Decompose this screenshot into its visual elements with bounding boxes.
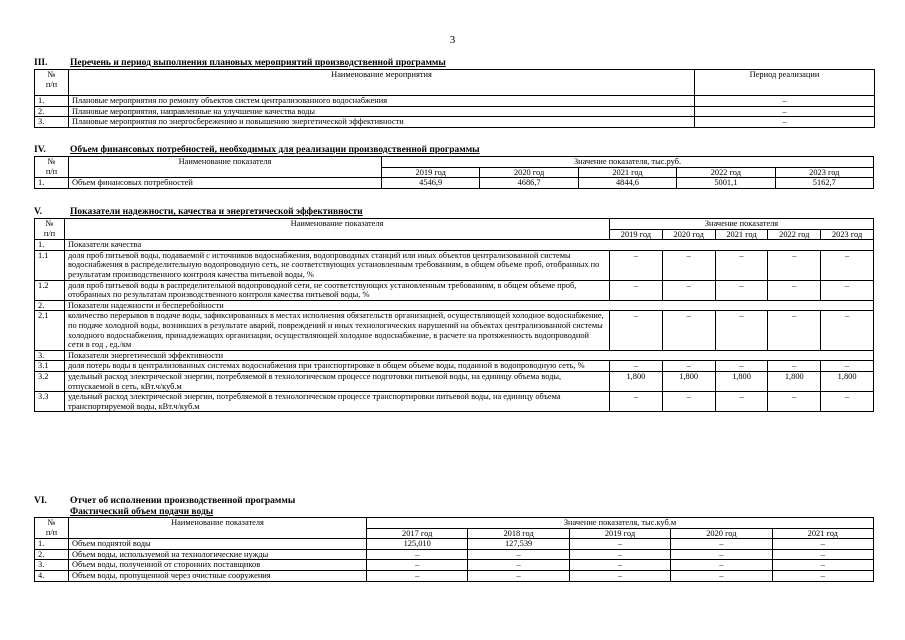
row-period: – — [695, 96, 875, 107]
table-row — [35, 560, 874, 571]
row-name: Плановые мероприятия, направленные на улучшение качества воды — [69, 106, 695, 117]
header-name: Наименование показателя — [69, 518, 367, 539]
section-number: VI. — [34, 496, 47, 506]
year-header: 2022 год — [677, 167, 775, 178]
section-heading: Перечень и период выполнения плановых мероприятий производственной программы — [70, 58, 446, 68]
group-name: Показатели надежности и бесперебойности — [65, 300, 874, 311]
row-no: 3.2 — [35, 371, 65, 391]
row-value: – — [610, 361, 663, 372]
table-row — [35, 250, 874, 280]
row-no: 1. — [35, 178, 69, 189]
row-name: Плановые мероприятия по энергосбережению и повышению энергетической эффективности — [69, 117, 695, 128]
row-no: 1. — [35, 240, 65, 251]
row-name: Объем воды, используемой на технологические нужды — [69, 549, 367, 560]
row-value: – — [715, 250, 768, 280]
row-value: – — [715, 311, 768, 350]
table-row — [35, 178, 874, 189]
section-6 — [34, 496, 874, 582]
row-value: – — [772, 560, 873, 571]
row-name: Объем поднятой воды — [69, 539, 367, 550]
row-name: Объем воды, пропущенной через очистные сооружения — [69, 570, 367, 581]
row-value: – — [662, 280, 715, 300]
row-value: – — [768, 250, 821, 280]
row-value: 1,800 — [662, 371, 715, 391]
row-value: – — [468, 560, 569, 571]
row-no: 3. — [35, 117, 69, 128]
table-header-row — [35, 70, 875, 96]
row-value: – — [768, 280, 821, 300]
row-value: 125,010 — [367, 539, 468, 550]
row-value: 1,800 — [715, 371, 768, 391]
section-heading: Показатели надежности, качества и энергетической эффективности — [70, 207, 363, 217]
section-heading: Объем финансовых потребностей, необходимых для реализации производственной программы — [70, 145, 480, 155]
table-row — [35, 570, 874, 581]
year-header: 2021 год — [578, 167, 676, 178]
section-5-title — [34, 207, 874, 218]
row-value: – — [610, 250, 663, 280]
row-value: – — [772, 539, 873, 550]
row-value: 4844,6 — [578, 178, 676, 189]
row-value: – — [569, 570, 670, 581]
row-value: – — [367, 570, 468, 581]
group-name: Показатели качества — [65, 240, 874, 251]
table-row — [35, 117, 875, 128]
year-header: 2018 год — [468, 528, 569, 539]
row-value: 1,800 — [821, 371, 874, 391]
row-value: – — [671, 549, 772, 560]
subtitle-text: Фактический объем подачи воды — [70, 507, 214, 517]
row-value: – — [569, 560, 670, 571]
row-value: – — [671, 539, 772, 550]
header-no: № п/п — [35, 219, 65, 240]
year-header: 2023 год — [775, 167, 873, 178]
table-row — [35, 361, 874, 372]
row-no: 3. — [35, 560, 69, 571]
section-subtitle — [34, 507, 874, 517]
row-value: – — [662, 361, 715, 372]
row-value: – — [367, 549, 468, 560]
row-value: 5001,1 — [677, 178, 775, 189]
table-row — [35, 392, 874, 412]
table-header-row — [35, 219, 874, 230]
row-value: – — [715, 361, 768, 372]
row-value: 4686,7 — [480, 178, 578, 189]
row-name: Объем финансовых потребностей — [69, 178, 382, 189]
row-value: 5162,7 — [775, 178, 873, 189]
row-value: – — [367, 560, 468, 571]
row-value: – — [662, 311, 715, 350]
row-no: 3. — [35, 350, 65, 361]
table-row — [35, 371, 874, 391]
group-row — [35, 240, 874, 251]
row-value: – — [821, 311, 874, 350]
row-value: – — [569, 539, 670, 550]
row-no: 2. — [35, 300, 65, 311]
row-no: 4. — [35, 570, 69, 581]
row-no: 2.1 — [35, 311, 65, 350]
row-value: – — [671, 560, 772, 571]
row-value: – — [821, 250, 874, 280]
table-row — [35, 311, 874, 350]
section-3 — [34, 58, 874, 128]
section-number: IV. — [34, 145, 46, 155]
row-value: – — [772, 570, 873, 581]
section-4 — [34, 145, 874, 189]
row-name: доля потерь воды в централизованных системах водоснабжения при транспортировке в общем объеме воды, поданной в водопроводную сеть, % — [65, 361, 610, 372]
row-name: доля проб питьевой воды, подаваемой с источников водоснабжения, водопроводных станций или иных объектов централизованной системы водоснабжения в распределительную водопроводную сеть, не соответствующих установленным требованиям, в общем объеме проб, отобранных по результатам производственного контроля качества питьевой воды, % — [65, 250, 610, 280]
row-no: 1.1 — [35, 250, 65, 280]
row-no: 2. — [35, 549, 69, 560]
section-6-title — [34, 496, 874, 507]
row-value: – — [662, 392, 715, 412]
row-no: 1. — [35, 96, 69, 107]
header-no: № п/п — [35, 70, 69, 96]
row-no: 3.1 — [35, 361, 65, 372]
section-3-title — [34, 58, 874, 69]
group-row — [35, 300, 874, 311]
page-number: 3 — [449, 34, 456, 46]
section-number: III. — [34, 58, 48, 68]
row-no: 2. — [35, 106, 69, 117]
year-header: 2021 год — [715, 229, 768, 240]
header-name: Наименование показателя — [69, 157, 382, 178]
year-header: 2019 год — [610, 229, 663, 240]
row-value: – — [768, 361, 821, 372]
header-no: № п/п — [35, 518, 69, 539]
row-value: – — [768, 311, 821, 350]
header-value: Значение показателя — [610, 219, 874, 230]
row-period: – — [695, 117, 875, 128]
row-value: – — [715, 280, 768, 300]
section-5 — [34, 207, 874, 412]
row-name: удельный расход электрической энергии, потребляемой в технологическом процессе транспортировки питьевой воды, на единицу объема транспортируемой воды, кВт.ч/куб.м — [65, 392, 610, 412]
row-name: количество перерывов в подаче воды, зафиксированных в местах исполнения обязательств организацией, осуществляющей холодное водоснабжение, по подаче холодной воды, возникших в результате аварий, повреждений и иных технологических нарушений на объектах централизованной системы холодного водоснабжения, принадлежащих организации, осуществляющей холодное водоснабжение, в расчете на протяженность водопроводной сети в год , ед./км — [65, 311, 610, 350]
header-no: № п/п — [35, 157, 69, 178]
row-value: – — [569, 549, 670, 560]
activities-table — [34, 69, 875, 128]
year-header: 2020 год — [671, 528, 772, 539]
year-header: 2017 год — [367, 528, 468, 539]
water-supply-table — [34, 517, 874, 582]
row-value: – — [468, 549, 569, 560]
table-row — [35, 280, 874, 300]
row-value: – — [821, 361, 874, 372]
indicators-table — [34, 218, 874, 412]
row-name: удельный расход электрической энергии, потребляемой в технологическом процессе подготовки питьевой воды, на единицу объема воды, отпускаемой в сеть, кВт.ч/куб.м — [65, 371, 610, 391]
year-header: 2020 год — [480, 167, 578, 178]
header-value: Значение показателя, тыс.руб. — [382, 157, 874, 168]
row-value: – — [821, 392, 874, 412]
row-value: 1,800 — [768, 371, 821, 391]
financial-needs-table — [34, 156, 874, 189]
section-number: V. — [34, 207, 43, 217]
year-header: 2019 год — [569, 528, 670, 539]
row-no: 1.2 — [35, 280, 65, 300]
row-value: – — [715, 392, 768, 412]
row-name: Плановые мероприятия по ремонту объектов систем централизованного водоснабжения — [69, 96, 695, 107]
table-header-row — [35, 518, 874, 529]
year-header: 2021 год — [772, 528, 873, 539]
row-no: 1. — [35, 539, 69, 550]
row-name: доля проб питьевой воды в распределительной водопроводной сети, не соответствующих установленным требованиям, в общем объеме проб, отобранных по результатам производственного контроля качества питьевой воды, % — [65, 280, 610, 300]
table-row — [35, 96, 875, 107]
header-name: Наименование мероприятия — [69, 70, 695, 96]
row-name: Объем воды, полученной от сторонних поставщиков — [69, 560, 367, 571]
group-row — [35, 350, 874, 361]
row-value: – — [772, 549, 873, 560]
row-value: – — [610, 280, 663, 300]
row-value: – — [468, 570, 569, 581]
row-value: 127,539 — [468, 539, 569, 550]
table-row — [35, 539, 874, 550]
group-name: Показатели энергетической эффективности — [65, 350, 874, 361]
row-value: – — [610, 392, 663, 412]
row-no: 3.3 — [35, 392, 65, 412]
row-value: 4546,9 — [382, 178, 480, 189]
table-row — [35, 106, 875, 117]
header-name: Наименование показателя — [65, 219, 610, 240]
row-value: – — [821, 280, 874, 300]
year-header: 2020 год — [662, 229, 715, 240]
header-period: Период реализации — [695, 70, 875, 96]
row-value: – — [671, 570, 772, 581]
row-value: – — [610, 311, 663, 350]
section-heading: Отчет об исполнении производственной программы — [70, 496, 296, 506]
row-value: 1,800 — [610, 371, 663, 391]
year-header: 2023 год — [821, 229, 874, 240]
section-4-title — [34, 145, 874, 156]
row-value: – — [768, 392, 821, 412]
table-row — [35, 549, 874, 560]
row-value: – — [662, 250, 715, 280]
year-header: 2022 год — [768, 229, 821, 240]
year-header: 2019 год — [382, 167, 480, 178]
row-period: – — [695, 106, 875, 117]
header-value: Значение показателя, тыс.куб.м — [367, 518, 874, 529]
table-header-row — [35, 157, 874, 168]
